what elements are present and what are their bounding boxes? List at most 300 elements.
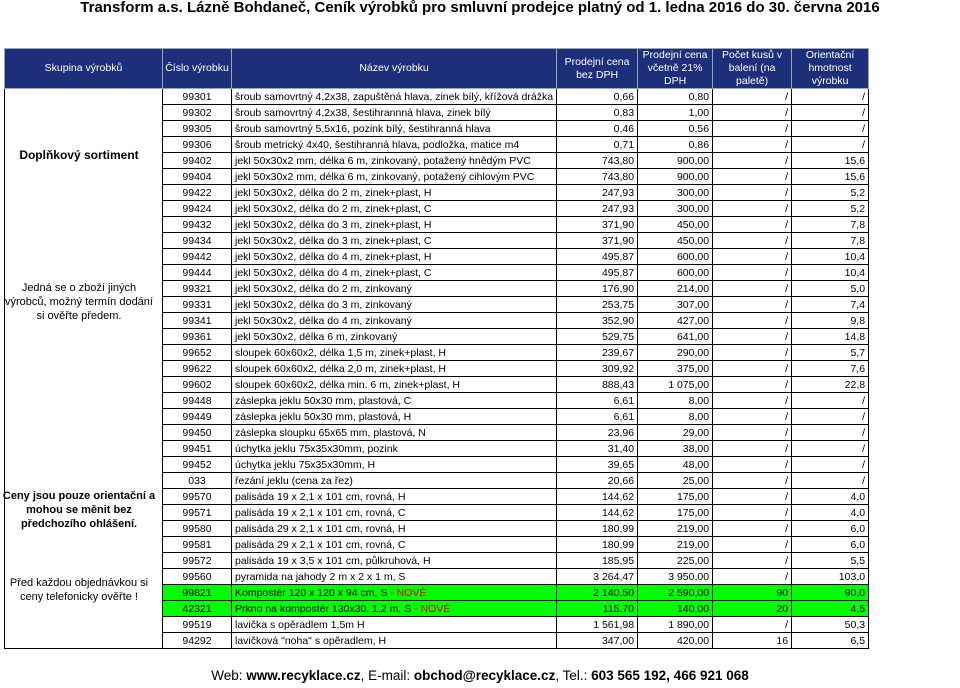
product-name-text: Prkno na kompostér 130x30, 1,2 m, S	[235, 602, 412, 615]
price-net-text: 20,66	[607, 474, 635, 487]
product-name	[232, 329, 557, 345]
price-net	[557, 185, 638, 201]
weight	[792, 377, 869, 393]
price-net-text: 371,90	[601, 234, 635, 247]
product-code-text: 99432	[182, 218, 212, 231]
price-net	[557, 377, 638, 393]
product-code-text: 99361	[182, 330, 212, 343]
price-net-text: 3 264,47	[593, 570, 635, 583]
product-name	[232, 633, 557, 649]
price-net	[557, 505, 638, 521]
weight	[792, 393, 869, 409]
product-code	[163, 617, 232, 633]
product-code-text: 99570	[182, 490, 212, 503]
price-vat-text: 1,00	[688, 106, 710, 119]
weight	[792, 153, 869, 169]
weight	[792, 233, 869, 249]
weight	[792, 313, 869, 329]
product-code-text: 99821	[182, 586, 212, 599]
product-name-text: palisáda 29 x 2,1 x 101 cm, rovná, C	[235, 538, 406, 551]
price-vat-text: 900,00	[676, 154, 710, 167]
product-code-text: 99449	[182, 410, 212, 423]
weight	[792, 217, 869, 233]
weight	[792, 537, 869, 553]
group-name: Doplňkový sortiment	[19, 148, 139, 162]
weight-text: 15,6	[844, 170, 866, 183]
pieces-per-pallet	[713, 393, 792, 409]
price-vat-text: 2 590,00	[668, 586, 710, 599]
product-name	[232, 425, 557, 441]
weight-text: 5,2	[850, 186, 866, 199]
price-vat-text: 600,00	[676, 266, 710, 279]
price-vat-text: 1 075,00	[668, 378, 710, 391]
price-net-text: 1 561,98	[593, 618, 635, 631]
price-vat-text: 420,00	[676, 634, 710, 647]
weight-text: 7,4	[850, 298, 866, 311]
price-vat	[638, 249, 713, 265]
pieces-per-pallet	[713, 169, 792, 185]
price-net-text: 2 140,50	[593, 586, 635, 599]
product-name-text: jekl 50x30x2, délka 6 m, zinkovaný	[235, 330, 398, 343]
price-vat	[638, 441, 713, 457]
price-net	[557, 297, 638, 313]
price-net-text: 180,99	[601, 522, 635, 535]
product-code	[163, 89, 232, 105]
product-code	[163, 377, 232, 393]
price-vat-text: 290,00	[676, 346, 710, 359]
product-name	[232, 105, 557, 121]
pieces-per-pallet-text: /	[785, 314, 789, 327]
weight	[792, 185, 869, 201]
weight-text: 5,2	[850, 202, 866, 215]
product-name	[232, 265, 557, 281]
product-name-text: jekl 50x30x2, délka do 2 m, zinek+plast, H	[235, 186, 432, 199]
weight	[792, 601, 869, 617]
product-code	[163, 585, 232, 601]
product-name-text: jekl 50x30x2, délka do 3 m, zinek+plast, C	[235, 234, 432, 247]
footer-email-label: , E-mail:	[360, 668, 414, 683]
product-name	[232, 377, 557, 393]
weight	[792, 457, 869, 473]
price-net-text: 371,90	[601, 218, 635, 231]
product-code	[163, 489, 232, 505]
price-vat	[638, 425, 713, 441]
pieces-per-pallet-text: 16	[776, 634, 789, 647]
product-code	[163, 329, 232, 345]
product-code-text: 99652	[182, 346, 212, 359]
col-header-pieces: Počet kusů v balení (na paletě)	[713, 49, 792, 89]
product-code-text: 94292	[182, 634, 212, 647]
price-vat	[638, 361, 713, 377]
pieces-per-pallet	[713, 633, 792, 649]
price-vat	[638, 617, 713, 633]
pieces-per-pallet-text: /	[785, 378, 789, 391]
price-vat	[638, 505, 713, 521]
price-vat-text: 214,00	[676, 282, 710, 295]
weight	[792, 329, 869, 345]
pieces-per-pallet	[713, 521, 792, 537]
product-code	[163, 425, 232, 441]
product-code	[163, 537, 232, 553]
price-net	[557, 473, 638, 489]
weight	[792, 137, 869, 153]
product-code-text: 99305	[182, 122, 212, 135]
pieces-per-pallet	[713, 185, 792, 201]
price-vat-text: 8,00	[688, 410, 710, 423]
price-net-text: 239,67	[601, 346, 635, 359]
col-header-code: Číslo výrobku	[163, 49, 232, 89]
weight	[792, 345, 869, 361]
weight-text: 7,6	[850, 362, 866, 375]
pieces-per-pallet	[713, 361, 792, 377]
price-net	[557, 361, 638, 377]
pieces-per-pallet-text: /	[785, 474, 789, 487]
price-net	[557, 633, 638, 649]
weight-text: /	[862, 394, 866, 407]
pieces-per-pallet-text: /	[785, 522, 789, 535]
price-net-text: 115,70	[602, 602, 635, 615]
weight-text: 4,0	[850, 490, 866, 503]
weight-text: 9,8	[850, 314, 866, 327]
product-name-text: jekl 50x30x2 mm, délka 6 m, zinkovaný, potažený hnědým PVC	[235, 154, 531, 167]
price-net	[557, 313, 638, 329]
price-vat-text: 300,00	[676, 202, 710, 215]
product-code-text: 99448	[182, 394, 212, 407]
price-vat	[638, 489, 713, 505]
price-vat-text: 641,00	[676, 330, 710, 343]
weight	[792, 249, 869, 265]
pieces-per-pallet	[713, 409, 792, 425]
product-code-text: 99581	[182, 538, 212, 551]
product-name	[232, 521, 557, 537]
price-vat-text: 900,00	[676, 170, 710, 183]
price-net	[557, 265, 638, 281]
price-net	[557, 89, 638, 105]
weight-text: 15,6	[844, 154, 866, 167]
product-code-text: 99560	[182, 570, 212, 583]
product-code	[163, 169, 232, 185]
product-code	[163, 121, 232, 137]
price-net-text: 39,65	[607, 458, 635, 471]
product-code-text: 99519	[182, 618, 212, 631]
price-net	[557, 201, 638, 217]
pieces-per-pallet-text: /	[785, 362, 789, 375]
product-name	[232, 185, 557, 201]
price-vat	[638, 409, 713, 425]
product-code	[163, 457, 232, 473]
weight	[792, 633, 869, 649]
price-vat-text: 300,00	[676, 186, 710, 199]
price-net	[557, 409, 638, 425]
group-note-prices: Ceny jsou pouze orientační a mohou se měnit bez předchozího ohlášení.	[2, 490, 156, 530]
pieces-per-pallet	[713, 281, 792, 297]
pieces-per-pallet-text: /	[785, 394, 789, 407]
product-code	[163, 505, 232, 521]
weight-text: 90,0	[844, 586, 866, 599]
price-vat	[638, 329, 713, 345]
product-name-text: šroub samovrtný 4,2x38, zapuštěná hlava, zinek bílý, křížová drážka	[235, 90, 554, 103]
price-vat	[638, 153, 713, 169]
product-code-text: 42321	[182, 602, 212, 615]
weight-text: /	[862, 138, 866, 151]
pieces-per-pallet	[713, 473, 792, 489]
pieces-per-pallet-text: /	[785, 570, 789, 583]
product-code-text: 99451	[182, 442, 212, 455]
price-net	[557, 553, 638, 569]
product-code-text: 99404	[182, 170, 212, 183]
price-net	[557, 393, 638, 409]
weight	[792, 521, 869, 537]
weight-text: 103,0	[838, 570, 866, 583]
weight	[792, 585, 869, 601]
price-net	[557, 425, 638, 441]
weight-text: /	[862, 122, 866, 135]
product-name-text: palisáda 19 x 2,1 x 101 cm, rovná, H	[235, 490, 406, 503]
price-net-text: 253,75	[601, 298, 635, 311]
price-vat-text: 175,00	[676, 506, 710, 519]
product-code	[163, 137, 232, 153]
group-note-call: Před každou objednávkou si ceny telefonicky ověřte !	[9, 577, 149, 603]
pieces-per-pallet	[713, 121, 792, 137]
price-net	[557, 281, 638, 297]
pieces-per-pallet-text: /	[785, 218, 789, 231]
price-list-table	[4, 48, 869, 649]
product-code-text: 99402	[182, 154, 212, 167]
product-code	[163, 233, 232, 249]
pieces-per-pallet	[713, 505, 792, 521]
product-code-text: 99301	[182, 90, 212, 103]
pieces-per-pallet	[713, 329, 792, 345]
price-net	[557, 249, 638, 265]
product-code	[163, 313, 232, 329]
product-code	[163, 345, 232, 361]
price-net-text: 144,62	[601, 506, 635, 519]
weight	[792, 553, 869, 569]
pieces-per-pallet-text: /	[785, 154, 789, 167]
pieces-per-pallet-text: /	[785, 186, 789, 199]
price-vat	[638, 297, 713, 313]
pieces-per-pallet-text: /	[785, 266, 789, 279]
product-code-text: 99452	[182, 458, 212, 471]
product-name	[232, 153, 557, 169]
product-code	[163, 553, 232, 569]
price-vat-text: 0,80	[688, 90, 710, 103]
footer-web-link[interactable]: www.recyklace.cz	[246, 668, 361, 683]
product-name	[232, 217, 557, 233]
product-code	[163, 633, 232, 649]
price-net	[557, 329, 638, 345]
product-code	[163, 297, 232, 313]
price-net-text: 0,71	[613, 138, 635, 151]
weight-text: 10,4	[844, 250, 866, 263]
pieces-per-pallet-text: /	[785, 298, 789, 311]
weight	[792, 297, 869, 313]
weight	[792, 105, 869, 121]
product-name	[232, 441, 557, 457]
price-net	[557, 169, 638, 185]
price-vat-text: 219,00	[676, 538, 710, 551]
product-code-text: 99622	[182, 362, 212, 375]
price-vat	[638, 233, 713, 249]
product-name-text: jekl 50x30x2, délka do 2 m, zinkovaný	[235, 282, 412, 295]
new-badge: - NOVÉ	[387, 586, 427, 599]
product-code-text: 99442	[182, 250, 212, 263]
price-vat	[638, 601, 713, 617]
product-code	[163, 281, 232, 297]
product-name-text: sloupek 60x60x2, délka 1,5 m, zinek+plast, H	[235, 346, 446, 359]
pieces-per-pallet-text: 90	[776, 586, 789, 599]
product-code-text: 99341	[182, 314, 212, 327]
pieces-per-pallet-text: /	[785, 282, 789, 295]
product-name	[232, 313, 557, 329]
weight-text: 6,5	[850, 634, 866, 647]
product-name	[232, 505, 557, 521]
product-name-text: sloupek 60x60x2, délka min. 6 m, zinek+plast, H	[235, 378, 460, 391]
price-vat-text: 38,00	[682, 442, 710, 455]
product-name-text: palisáda 19 x 2,1 x 101 cm, rovná, C	[235, 506, 406, 519]
weight	[792, 569, 869, 585]
page-title: Transform a.s. Lázně Bohdaneč, Ceník výrobků pro smluvní prodejce platný od 1. ledna 2016 do 30. června 2016	[80, 0, 880, 16]
pieces-per-pallet-text: /	[785, 490, 789, 503]
weight	[792, 505, 869, 521]
product-code-text: 99321	[182, 282, 212, 295]
price-net	[557, 121, 638, 137]
price-vat-text: 48,00	[682, 458, 710, 471]
product-name-text: záslepka sloupku 65x65 mm, plastová, N	[235, 426, 426, 439]
price-net-text: 185,95	[601, 554, 635, 567]
price-net-text: 247,93	[601, 186, 635, 199]
footer-email-link[interactable]: obchod@recyklace.cz	[413, 668, 556, 683]
price-net	[557, 489, 638, 505]
pieces-per-pallet	[713, 489, 792, 505]
price-net	[557, 153, 638, 169]
weight-text: 5,0	[850, 282, 866, 295]
price-net-text: 6,61	[613, 394, 635, 407]
price-vat	[638, 569, 713, 585]
weight-text: /	[862, 474, 866, 487]
pieces-per-pallet	[713, 569, 792, 585]
price-vat	[638, 377, 713, 393]
product-name	[232, 169, 557, 185]
price-net	[557, 617, 638, 633]
weight	[792, 489, 869, 505]
pieces-per-pallet-text: 20	[776, 602, 789, 615]
group-cell	[5, 89, 163, 649]
price-net-text: 23,96	[607, 426, 635, 439]
product-code-text: 99444	[182, 266, 212, 279]
col-header-weight: Orientační hmotnost výrobku	[792, 49, 869, 89]
product-code	[163, 569, 232, 585]
price-net	[557, 137, 638, 153]
weight-text: /	[862, 90, 866, 103]
price-vat-text: 600,00	[676, 250, 710, 263]
price-vat	[638, 585, 713, 601]
product-code	[163, 521, 232, 537]
price-vat-text: 0,56	[688, 122, 710, 135]
product-code-text: 99331	[182, 298, 212, 311]
price-vat-text: 307,00	[676, 298, 710, 311]
product-code-text: 99572	[182, 554, 212, 567]
price-net-text: 6,61	[613, 410, 635, 423]
product-name-text: úchytka jeklu 75x35x30mm, H	[235, 458, 376, 471]
price-vat	[638, 457, 713, 473]
price-vat	[638, 537, 713, 553]
pieces-per-pallet	[713, 297, 792, 313]
product-name	[232, 585, 557, 601]
product-name-text: jekl 50x30x2, délka do 2 m, zinek+plast, C	[235, 202, 432, 215]
product-name-text: lavička s opěradlem 1,5m H	[235, 618, 365, 631]
pieces-per-pallet	[713, 585, 792, 601]
price-vat	[638, 553, 713, 569]
price-net	[557, 521, 638, 537]
pieces-per-pallet-text: /	[785, 138, 789, 151]
product-name	[232, 553, 557, 569]
product-code	[163, 201, 232, 217]
price-vat-text: 219,00	[676, 522, 710, 535]
price-vat-text: 175,00	[676, 490, 710, 503]
price-net	[557, 457, 638, 473]
weight-text: /	[862, 410, 866, 423]
price-net-text: 495,87	[601, 266, 635, 279]
pieces-per-pallet	[713, 617, 792, 633]
product-name	[232, 89, 557, 105]
price-net-text: 495,87	[601, 250, 635, 263]
product-name-text: jekl 50x30x2, délka do 3 m, zinkovaný	[235, 298, 412, 311]
product-name	[232, 569, 557, 585]
weight-text: 5,7	[850, 346, 866, 359]
price-vat-text: 3 950,00	[668, 570, 710, 583]
weight	[792, 617, 869, 633]
pieces-per-pallet-text: /	[785, 234, 789, 247]
col-header-group: Skupina výrobků	[5, 49, 163, 89]
weight	[792, 121, 869, 137]
product-code	[163, 153, 232, 169]
price-vat	[638, 265, 713, 281]
product-name-text: palisáda 19 x 3,5 x 101 cm, půlkruhová, H	[235, 554, 431, 567]
price-net-text: 144,62	[601, 490, 635, 503]
product-code	[163, 249, 232, 265]
pieces-per-pallet-text: /	[785, 442, 789, 455]
product-name-text: šroub metrický 4x40, šestihranná hlava, podložka, matice m4	[235, 138, 520, 151]
product-name-text: šroub samovrtný 5,5x16, pozink bílý, šestihranná hlava	[235, 122, 491, 135]
pieces-per-pallet-text: /	[785, 122, 789, 135]
price-net	[557, 569, 638, 585]
product-code-text: 99450	[182, 426, 212, 439]
product-name-text: záslepka jeklu 50x30 mm, plastová, H	[235, 410, 412, 423]
weight-text: 50,3	[844, 618, 866, 631]
product-name	[232, 489, 557, 505]
pieces-per-pallet-text: /	[785, 538, 789, 551]
weight	[792, 201, 869, 217]
price-net-text: 888,43	[601, 378, 635, 391]
product-code	[163, 361, 232, 377]
product-name	[232, 409, 557, 425]
pieces-per-pallet	[713, 425, 792, 441]
pieces-per-pallet-text: /	[785, 426, 789, 439]
pieces-per-pallet	[713, 153, 792, 169]
pieces-per-pallet-text: /	[785, 618, 789, 631]
product-code	[163, 409, 232, 425]
product-name-text: jekl 50x30x2, délka do 4 m, zinek+plast, C	[235, 266, 432, 279]
product-code-text: 033	[188, 474, 206, 487]
price-net	[557, 217, 638, 233]
new-badge: - NOVÉ	[411, 602, 451, 615]
table-row	[5, 89, 869, 105]
price-vat-text: 25,00	[682, 474, 710, 487]
weight-text: 7,8	[850, 234, 866, 247]
price-vat-text: 8,00	[688, 394, 710, 407]
product-name-text: jekl 50x30x2, délka do 3 m, zinek+plast, H	[235, 218, 432, 231]
